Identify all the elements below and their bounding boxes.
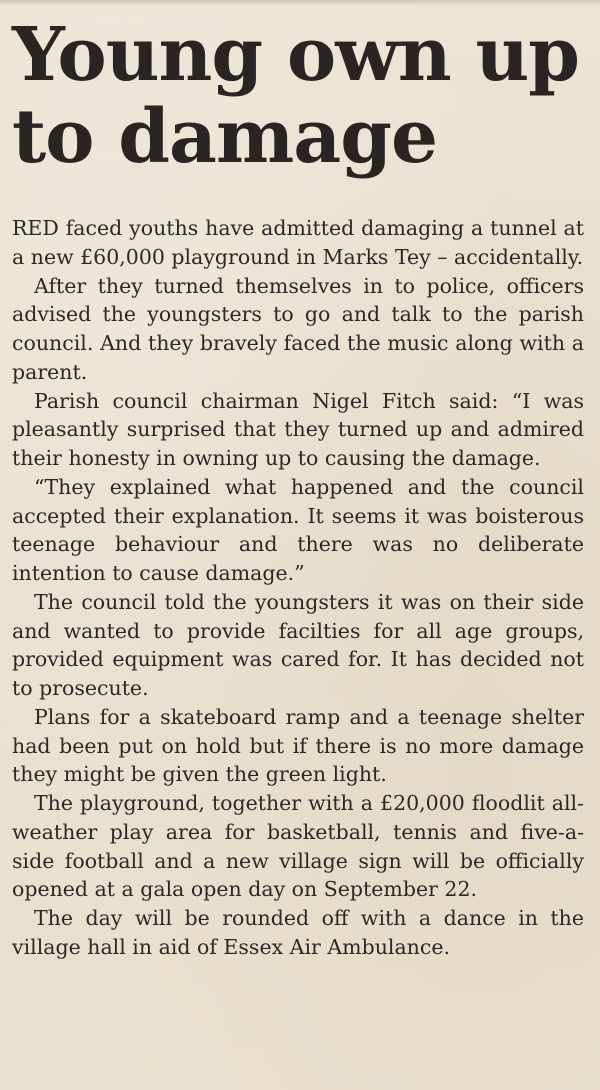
paragraph-4: “They explained what happened and the council accepted their explanation. It seems it was boisterous teenage behaviour and there was no deliberate intention to cause damage.” [12, 474, 584, 585]
paragraph-3: Parish council chairman Nigel Fitch said: “I was pleasantly surprised that they turned up and admired their honesty in owning up to causing the damage. [12, 388, 584, 470]
headline [12, 14, 592, 178]
article-body [12, 214, 584, 962]
top-edge-shadow [0, 0, 600, 6]
paragraph-1: RED faced youths have admitted damaging a tunnel at a new £60,000 playground in Marks Tey – accidentally. [12, 216, 584, 269]
paragraph-2: After they turned themselves in to police, officers advised the youngsters to go and talk to the parish council. And they bravely faced the music along with a parent. [12, 273, 584, 384]
headline-line-2: to damage [12, 94, 438, 180]
paragraph-7: The playground, together with a £20,000 floodlit all-weather play area for basketball, tennis and five-a-side football and a new village sign will be officially opened at a gala open day on September 22. [12, 791, 584, 902]
paragraph-8: The day will be rounded off with a dance in the village hall in aid of Essex Air Ambulance. [12, 906, 584, 959]
paragraph-5: The council told the youngsters it was on their side and wanted to provide facilties for all age groups, provided equipment was cared for. It has decided not to prosecute. [12, 589, 584, 700]
headline-line-1: Young own up [12, 12, 580, 98]
paragraph-6: Plans for a skateboard ramp and a teenage shelter had been put on hold but if there is no more damage they might be given the green light. [12, 704, 584, 787]
